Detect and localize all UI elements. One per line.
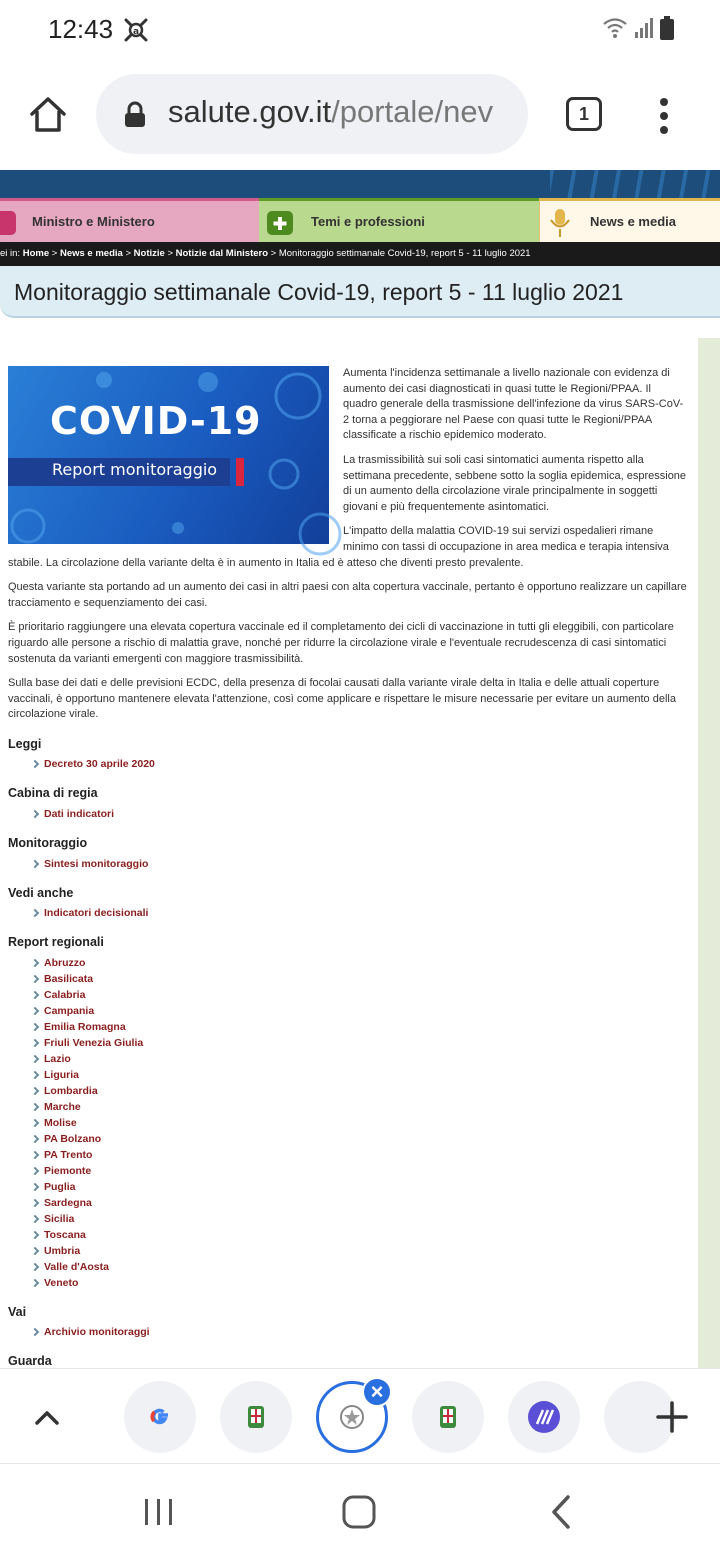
breadcrumb-notizie-ministero[interactable]: Notizie dal Ministero — [175, 248, 269, 259]
chevron-right-icon — [31, 1135, 39, 1143]
chevron-right-icon — [31, 975, 39, 983]
chevron-right-icon — [31, 1167, 39, 1175]
chevron-right-icon — [31, 1087, 39, 1095]
recent-apps-icon[interactable] — [142, 1495, 176, 1529]
image-accent-bar — [236, 458, 244, 486]
close-tab-icon[interactable]: × — [362, 1377, 392, 1407]
link-label: Molise — [44, 1116, 77, 1129]
chevron-right-icon — [31, 1103, 39, 1111]
section-link[interactable] — [8, 1083, 688, 1099]
more-menu-icon[interactable] — [652, 96, 676, 136]
section-title: Report regionali — [8, 935, 104, 950]
signal-icon — [634, 17, 654, 39]
image-subtitle: Report monitoraggio — [52, 460, 218, 479]
breadcrumb-home[interactable]: Home — [22, 248, 50, 259]
chevron-right-icon — [31, 1119, 39, 1127]
breadcrumb — [0, 242, 720, 266]
page-title: Monitoraggio settimanale Covid-19, report 5 - 11 luglio 2021 — [14, 279, 624, 305]
tab-comune-2[interactable] — [412, 1381, 484, 1453]
section-vedi-anche — [8, 886, 688, 922]
nav-label: Temi e professioni — [311, 214, 425, 229]
back-icon[interactable] — [546, 1494, 576, 1530]
link-label: PA Trento — [44, 1148, 93, 1161]
wifi-icon — [602, 17, 628, 39]
chevron-up-icon[interactable] — [34, 1405, 60, 1431]
link-label: Emilia Romagna — [44, 1020, 126, 1033]
section-link[interactable] — [8, 1275, 688, 1291]
section-link[interactable] — [8, 1019, 688, 1035]
new-tab-icon[interactable] — [654, 1399, 690, 1435]
related-sections — [8, 737, 688, 1341]
tab-comune-1[interactable] — [220, 1381, 292, 1453]
nav-label: News e media — [590, 214, 676, 229]
section-title: Guarda — [8, 1354, 52, 1369]
coat-of-arms-icon — [433, 1402, 463, 1432]
url-domain: salute.gov.it — [168, 94, 332, 129]
breadcrumb-separator: > — [270, 248, 277, 259]
chevron-right-icon — [31, 1183, 39, 1191]
article-paragraph: Questa variante sta portando ad un aumento dei casi in altri paesi con alta copertura vaccinale, pertanto è opportuno realizzare un capillare tracciamento e sequenziamento dei casi. — [8, 581, 687, 609]
link-label: Veneto — [44, 1276, 79, 1289]
browser-toolbar — [0, 60, 720, 170]
chevron-right-icon — [31, 810, 39, 818]
system-nav-bar — [0, 1464, 720, 1560]
section-link[interactable] — [8, 987, 688, 1003]
link-label: Puglia — [44, 1180, 76, 1193]
section-link[interactable] — [8, 806, 688, 822]
section-link[interactable] — [8, 955, 688, 971]
battery-icon — [660, 16, 674, 40]
section-link[interactable] — [8, 1099, 688, 1115]
microphone-icon — [548, 207, 572, 239]
chevron-right-icon — [31, 1263, 39, 1271]
link-label: Indicatori decisionali — [44, 907, 149, 920]
link-label: Campania — [44, 1004, 95, 1017]
section-link[interactable] — [8, 1051, 688, 1067]
nav-temi-e-professioni[interactable] — [259, 198, 539, 242]
link-label: Sardegna — [44, 1196, 92, 1209]
link-label: Piemonte — [44, 1164, 92, 1177]
link-label: Decreto 30 aprile 2020 — [44, 758, 155, 771]
link-label: Valle d'Aosta — [44, 1260, 109, 1273]
section-link[interactable] — [8, 1195, 688, 1211]
coat-of-arms-icon — [241, 1402, 271, 1432]
section-link[interactable] — [8, 1035, 688, 1051]
link-label: Marche — [44, 1100, 81, 1113]
section-vai — [8, 1305, 688, 1341]
breadcrumb-separator: > — [51, 248, 58, 259]
breadcrumb-news[interactable]: News e media — [59, 248, 123, 259]
chevron-right-icon — [31, 1328, 39, 1336]
section-link[interactable] — [8, 1259, 688, 1275]
section-link[interactable] — [8, 905, 688, 921]
nav-ministro-e-ministero[interactable] — [0, 198, 259, 242]
web-page — [0, 170, 720, 1368]
page-scrollbar[interactable] — [698, 338, 720, 1368]
section-link[interactable] — [8, 1067, 688, 1083]
link-label: Calabria — [44, 988, 86, 1001]
status-bar — [0, 0, 720, 60]
chevron-right-icon — [31, 1215, 39, 1223]
link-label: Lombardia — [44, 1084, 98, 1097]
chevron-right-icon — [31, 1279, 39, 1287]
chevron-right-icon — [31, 1023, 39, 1031]
link-label: Sicilia — [44, 1212, 75, 1225]
address-bar[interactable] — [96, 74, 528, 154]
home-icon[interactable] — [28, 94, 68, 134]
site-logo-icon — [527, 1400, 561, 1434]
image-headline: COVID-19 — [50, 399, 262, 443]
status-icons — [602, 16, 674, 40]
url-path: /portale/nev — [331, 94, 494, 129]
section-link[interactable] — [8, 1211, 688, 1227]
section-link[interactable] — [8, 1115, 688, 1131]
section-cabina-di-regia — [8, 786, 688, 822]
article-content — [8, 366, 688, 1390]
section-link[interactable] — [8, 1324, 688, 1340]
link-label: Sintesi monitoraggio — [44, 857, 149, 870]
article-paragraph: Sulla base dei dati e delle previsioni ECDC, della presenza di focolai causati dalla variante virale delta in Italia e delle attuali coperture vaccinali, è opportuno mantenere elevata l'attenzione, così come applicare e rispettare le misure necessarie per evitare un aumento della circolazione virale. — [8, 677, 676, 721]
google-icon — [149, 1406, 171, 1428]
status-time: 12:43 — [48, 14, 114, 44]
section-link[interactable] — [8, 1003, 688, 1019]
article-paragraph: Aumenta l'incidenza settimanale a livello nazionale con evidenza di aumento dei casi diagnosticati in quasi tutte le Regioni/PPAA. Il quadro generale della trasmissione dell'infezione da virus SARS-CoV-2 torna a peggiorare nel Paese con quasi tutte le Regioni/PPAA classificate a rischio epidemico moderato. — [343, 367, 684, 442]
site-nav — [0, 198, 720, 242]
tab-google[interactable] — [124, 1381, 196, 1453]
link-label: PA Bolzano — [44, 1132, 102, 1145]
section-title: Leggi — [8, 736, 42, 751]
virus-icon — [8, 366, 329, 544]
link-label: Friuli Venezia Giulia — [44, 1036, 144, 1049]
url-text[interactable] — [168, 94, 493, 130]
section-title: Vai — [8, 1304, 27, 1319]
section-report-regionali — [8, 935, 688, 1291]
chevron-right-icon — [31, 991, 39, 999]
breadcrumb-separator: > — [125, 248, 132, 259]
app-notification-icon — [122, 16, 150, 44]
chevron-right-icon — [31, 1055, 39, 1063]
chevron-right-icon — [31, 1151, 39, 1159]
link-label: Umbria — [44, 1244, 81, 1257]
page-title-box — [0, 266, 720, 318]
link-label: Dati indicatori — [44, 808, 115, 821]
chevron-right-icon — [31, 1007, 39, 1015]
link-label: Abruzzo — [44, 956, 86, 969]
section-link[interactable] — [8, 1243, 688, 1259]
nav-news-e-media[interactable] — [539, 198, 720, 242]
home-nav-icon[interactable] — [341, 1494, 377, 1530]
section-link[interactable] — [8, 1131, 688, 1147]
nav-label: Ministro e Ministero — [32, 214, 155, 229]
chevron-right-icon — [31, 1071, 39, 1079]
link-label: Lazio — [44, 1052, 71, 1065]
section-title: Monitoraggio — [8, 836, 88, 851]
chevron-right-icon — [31, 959, 39, 967]
article-paragraph: È prioritario raggiungere una elevata copertura vaccinale ed il completamento dei cicli di vaccinazione in tutti gli eleggibili, con particolare riguardo alle persone a rischio di malattia grave, nonché per ridurre la circolazione virale e l'eventuale recrudescenza di casi sintomatici sostenuta da varianti emergenti con maggiore trasmissibilità. — [8, 621, 674, 665]
section-link[interactable] — [8, 1163, 688, 1179]
section-monitoraggio — [8, 836, 688, 872]
breadcrumb-current: Monitoraggio settimanale Covid-19, report 5 - 11 luglio 2021 — [278, 248, 531, 259]
link-label: Archivio monitoraggi — [44, 1326, 150, 1339]
ministry-icon — [0, 211, 16, 235]
section-link[interactable] — [8, 971, 688, 987]
svg-text:a: a — [133, 27, 140, 37]
italian-emblem-icon — [337, 1402, 367, 1432]
section-link[interactable] — [8, 1147, 688, 1163]
chevron-right-icon — [31, 1247, 39, 1255]
section-link[interactable] — [8, 756, 688, 772]
article-paragraph: L'impatto della malattia COVID-19 sui servizi ospedalieri rimane minimo con tassi di occupazione in area medica e terapia intensiva stabile. La circolazione della variante delta è in aumento in Italia ed è atteso che diventi presto prevalente. — [8, 525, 669, 569]
section-link[interactable] — [8, 1179, 688, 1195]
chevron-right-icon — [31, 909, 39, 917]
tab-switcher-button[interactable]: 1 — [566, 97, 602, 131]
chevron-right-icon — [31, 1231, 39, 1239]
chevron-right-icon — [31, 1039, 39, 1047]
breadcrumb-prefix: ei in: — [0, 248, 21, 259]
section-title: Vedi anche — [8, 885, 74, 900]
chevron-right-icon — [31, 760, 39, 768]
link-label: Toscana — [44, 1228, 86, 1241]
link-label: Liguria — [44, 1068, 80, 1081]
link-label: Basilicata — [44, 972, 94, 985]
chevron-right-icon — [31, 1199, 39, 1207]
breadcrumb-separator: > — [167, 248, 173, 259]
section-leggi — [8, 737, 688, 773]
article-paragraph: La trasmissibilità sui soli casi sintomatici aumenta rispetto alla settimana precedente, sebbene sotto la soglia epidemica, espressione di un aumento della circolazione virale principalmente in soggetti giovani e più frequentemente asintomatici. — [343, 453, 687, 513]
covid-report-image — [8, 366, 329, 544]
tab-strip — [0, 1368, 720, 1464]
chevron-right-icon — [31, 859, 39, 867]
tab-other-site[interactable] — [508, 1381, 580, 1453]
breadcrumb-notizie[interactable]: Notizie — [133, 248, 165, 259]
section-title: Cabina di regia — [8, 786, 98, 801]
medical-kit-icon — [267, 211, 293, 235]
section-link[interactable] — [8, 1227, 688, 1243]
lock-icon — [124, 102, 146, 128]
section-link[interactable] — [8, 856, 688, 872]
site-header-banner — [0, 170, 720, 198]
